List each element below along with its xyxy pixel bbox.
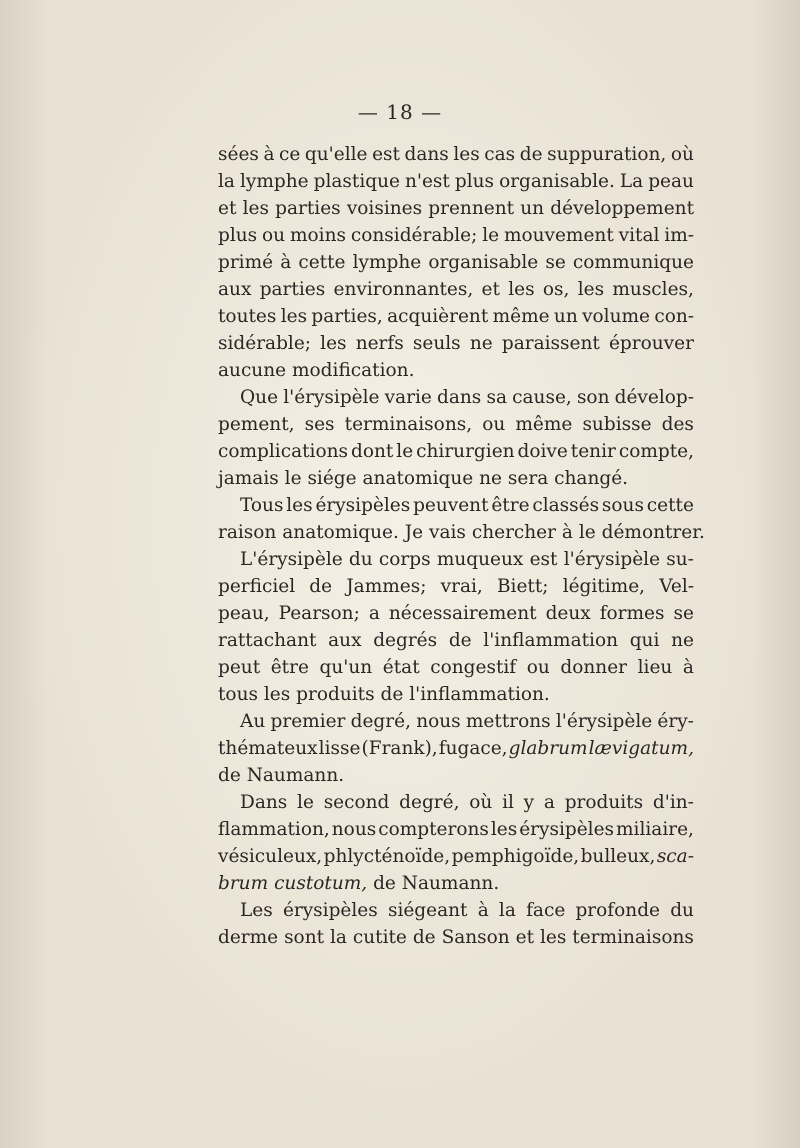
word: un <box>553 306 578 327</box>
word: de <box>412 927 436 948</box>
word: n'est <box>404 171 450 192</box>
word: tous <box>218 684 258 705</box>
word: à <box>477 900 489 921</box>
word: les <box>577 279 605 300</box>
word: chercher <box>471 522 556 543</box>
word: se <box>673 603 694 624</box>
word: bulleux, <box>580 846 656 867</box>
word: produits <box>564 792 644 813</box>
word: Que <box>240 387 279 408</box>
text-line <box>218 141 694 168</box>
word: ne <box>469 333 493 354</box>
word: dont <box>350 441 394 462</box>
word: les <box>286 495 313 516</box>
word: est <box>372 144 400 165</box>
word: de <box>218 765 241 786</box>
word: un <box>520 198 545 219</box>
word: lævigatum, <box>588 738 694 759</box>
word: peau <box>648 171 694 192</box>
word: qu'un <box>319 657 373 678</box>
word: brum <box>218 873 269 894</box>
word: Jammes; <box>346 576 427 597</box>
text-line <box>218 465 694 492</box>
word: volume <box>582 306 650 327</box>
word: la <box>498 900 516 921</box>
word: fugace, <box>438 738 508 759</box>
word: muqueux <box>436 549 524 570</box>
word: La <box>619 171 644 192</box>
word: les <box>508 279 535 300</box>
word: et <box>481 279 500 300</box>
word: ne <box>479 468 502 489</box>
word: le <box>578 522 596 543</box>
word: être <box>270 657 309 678</box>
text-line <box>218 573 694 600</box>
word: même <box>515 414 573 435</box>
word: cette <box>298 252 346 273</box>
word: suppuration, <box>547 144 667 165</box>
word: pemphigoïde, <box>451 846 580 867</box>
word: organisable <box>428 252 539 273</box>
text-line <box>218 411 694 438</box>
text-line <box>218 843 694 870</box>
word: aux <box>218 279 252 300</box>
word: de <box>380 684 404 705</box>
word: derme <box>218 927 279 948</box>
word: donner <box>560 657 628 678</box>
word: développement <box>550 198 694 219</box>
word: (Frank), <box>361 738 438 759</box>
text-line <box>218 735 694 762</box>
word: le <box>284 468 302 489</box>
word: peuvent <box>413 495 489 516</box>
word: toutes <box>218 306 277 327</box>
page-number: — 18 — <box>357 100 443 124</box>
body-text <box>218 141 705 951</box>
word: être <box>491 495 530 516</box>
word: l'inflammation. <box>409 684 550 705</box>
word: le <box>482 225 500 246</box>
text-line <box>218 897 694 924</box>
word: état <box>382 657 420 678</box>
word: parties <box>275 198 341 219</box>
word: se <box>545 252 566 273</box>
word: siégeant <box>387 900 468 921</box>
word: Dans <box>240 792 288 813</box>
word: les <box>453 144 480 165</box>
text-line <box>218 654 694 681</box>
word: peut <box>218 657 261 678</box>
word: raison <box>218 522 277 543</box>
word: dans <box>404 144 449 165</box>
word: éry- <box>657 711 694 732</box>
word: organisable. <box>499 171 615 192</box>
word: les <box>280 306 308 327</box>
word: considérable; <box>350 225 478 246</box>
word: pement, <box>218 414 295 435</box>
word: peau, <box>218 603 270 624</box>
word: où <box>469 792 493 813</box>
word: à <box>280 252 292 273</box>
word: anatomique <box>362 468 474 489</box>
word: parties <box>259 279 326 300</box>
word: le <box>396 441 414 462</box>
word: glabrum <box>508 738 588 759</box>
text-line <box>218 708 694 735</box>
word: cette <box>646 495 694 516</box>
text-line <box>218 249 694 276</box>
word: démontrer. <box>601 522 705 543</box>
word: ne <box>671 630 694 651</box>
word: Biett; <box>496 576 549 597</box>
word: produits <box>296 684 375 705</box>
text-line <box>218 627 694 654</box>
word: second <box>323 792 390 813</box>
word: de <box>373 873 396 894</box>
word: congestif <box>430 657 517 678</box>
word: perficiel <box>218 576 296 597</box>
word: Les <box>240 900 273 921</box>
word: Tous <box>240 495 284 516</box>
word: Naumann. <box>401 873 500 894</box>
word: paraissent <box>501 333 600 354</box>
word: classés <box>532 495 600 516</box>
word: sera <box>507 468 549 489</box>
word: les <box>320 333 347 354</box>
word: con- <box>654 306 694 327</box>
word: thémateux <box>218 738 318 759</box>
word: degrés <box>373 630 438 651</box>
text-line <box>218 870 694 897</box>
word: la <box>329 927 347 948</box>
word: Vel- <box>659 576 694 597</box>
word: est <box>529 549 558 570</box>
word: degré, <box>350 711 411 732</box>
word: formes <box>599 603 665 624</box>
word: a <box>543 792 555 813</box>
word: sées <box>218 144 259 165</box>
word: nous <box>416 711 461 732</box>
word: les <box>263 684 291 705</box>
text-line <box>218 924 694 951</box>
text-line <box>218 384 694 411</box>
word: de <box>448 630 472 651</box>
word: il <box>502 792 514 813</box>
word: l'inflammation <box>483 630 619 651</box>
word: mouvement <box>503 225 614 246</box>
word: prennent <box>428 198 515 219</box>
word: flammation, <box>218 819 330 840</box>
word: les <box>242 198 269 219</box>
word: érysipèles <box>282 900 378 921</box>
word: qu'elle <box>304 144 368 165</box>
word: primé <box>218 252 274 273</box>
word: de <box>309 576 333 597</box>
word: ou <box>262 225 286 246</box>
word: lymphe <box>239 171 309 192</box>
word: changé. <box>554 468 629 489</box>
word: deux <box>545 603 591 624</box>
word: nerfs <box>355 333 404 354</box>
word: environnantes, <box>333 279 474 300</box>
word: lisse <box>318 738 361 759</box>
word: cutite <box>352 927 407 948</box>
word: varie <box>384 387 432 408</box>
word: Naumann. <box>246 765 345 786</box>
word: chirurgien <box>416 441 515 462</box>
word: tenir <box>570 441 616 462</box>
text-line <box>218 546 694 573</box>
word: nous <box>331 819 377 840</box>
text-line <box>218 492 694 519</box>
word: sous <box>601 495 644 516</box>
word: et <box>218 198 237 219</box>
word: su- <box>666 549 694 570</box>
word: où <box>670 144 694 165</box>
word: os, <box>542 279 570 300</box>
word: anatomique. <box>282 522 399 543</box>
word: cas <box>484 144 516 165</box>
word: compterons <box>378 819 489 840</box>
word: im- <box>664 225 694 246</box>
word: ce <box>279 144 301 165</box>
text-line <box>218 681 694 708</box>
text-line <box>218 276 694 303</box>
word: degré, <box>399 792 460 813</box>
word: aucune <box>218 360 287 381</box>
text-line <box>218 303 694 330</box>
text-line <box>218 438 694 465</box>
word: seuls <box>412 333 461 354</box>
word: parties, <box>311 306 383 327</box>
word: profonde <box>575 900 660 921</box>
text-line <box>218 168 694 195</box>
word: vésiculeux, <box>218 846 323 867</box>
word: érysipèles <box>519 819 615 840</box>
word: L'érysipèle <box>240 549 343 570</box>
word: nécessairement <box>388 603 537 624</box>
word: du <box>348 549 373 570</box>
word: acquièrent <box>387 306 489 327</box>
word: lymphe <box>352 252 422 273</box>
text-line <box>218 600 694 627</box>
word: à <box>682 657 694 678</box>
word: sont <box>284 927 325 948</box>
word: érysipèles <box>315 495 411 516</box>
word: même <box>492 306 550 327</box>
word: siége <box>307 468 357 489</box>
word: premier <box>270 711 346 732</box>
word: dans <box>437 387 482 408</box>
word: légitime, <box>562 576 646 597</box>
word: des <box>661 414 694 435</box>
word: vrai, <box>440 576 483 597</box>
text-line <box>218 762 694 789</box>
word: et <box>515 927 535 948</box>
word: vital <box>618 225 660 246</box>
word: à <box>561 522 573 543</box>
word: cause, <box>512 387 572 408</box>
word: dévelop- <box>614 387 694 408</box>
word: ses <box>304 414 335 435</box>
word: éprouver <box>608 333 694 354</box>
word: face <box>526 900 566 921</box>
text-line <box>218 222 694 249</box>
word: moins <box>289 225 346 246</box>
word: ou <box>482 414 506 435</box>
word: jamais <box>218 468 279 489</box>
word: Je <box>404 522 424 543</box>
word: sidérable; <box>218 333 312 354</box>
word: phlycténoïde, <box>323 846 451 867</box>
word: rattachant <box>218 630 317 651</box>
word: d'in- <box>652 792 694 813</box>
word: Sanson <box>441 927 510 948</box>
word: plus <box>454 171 495 192</box>
word: terminaisons, <box>344 414 473 435</box>
text-line <box>218 330 694 357</box>
word: l'érysipèle <box>563 549 661 570</box>
word: sca- <box>656 846 694 867</box>
word: lieu <box>637 657 673 678</box>
word: modification. <box>292 360 415 381</box>
word: du <box>670 900 694 921</box>
word: Au <box>240 711 266 732</box>
word: Pearson; <box>278 603 360 624</box>
word: mettrons <box>465 711 551 732</box>
word: à <box>263 144 275 165</box>
word: complications <box>218 441 349 462</box>
word: l'érysipèle <box>283 387 380 408</box>
text-line <box>218 789 694 816</box>
text-line <box>218 519 705 546</box>
word: muscles, <box>612 279 694 300</box>
word: corps <box>378 549 431 570</box>
word: l'érysipèle <box>555 711 653 732</box>
word: communique <box>572 252 694 273</box>
word: sa <box>486 387 507 408</box>
text-line <box>218 195 694 222</box>
word: la <box>218 171 235 192</box>
word: les <box>490 819 518 840</box>
word: y <box>523 792 535 813</box>
text-line <box>218 816 694 843</box>
word: custotum, <box>274 873 368 894</box>
word: vais <box>429 522 466 543</box>
word: voisines <box>346 198 423 219</box>
word: de <box>519 144 543 165</box>
word: le <box>297 792 314 813</box>
word: aux <box>328 630 362 651</box>
word: doive <box>517 441 568 462</box>
word: terminaisons <box>572 927 694 948</box>
text-line <box>218 357 694 384</box>
word: plastique <box>313 171 400 192</box>
word: les <box>540 927 567 948</box>
word: ou <box>526 657 550 678</box>
word: qui <box>629 630 660 651</box>
word: a <box>368 603 380 624</box>
word: subisse <box>582 414 652 435</box>
word: son <box>576 387 610 408</box>
word: compte, <box>618 441 694 462</box>
word: plus <box>218 225 258 246</box>
word: miliaire, <box>616 819 694 840</box>
